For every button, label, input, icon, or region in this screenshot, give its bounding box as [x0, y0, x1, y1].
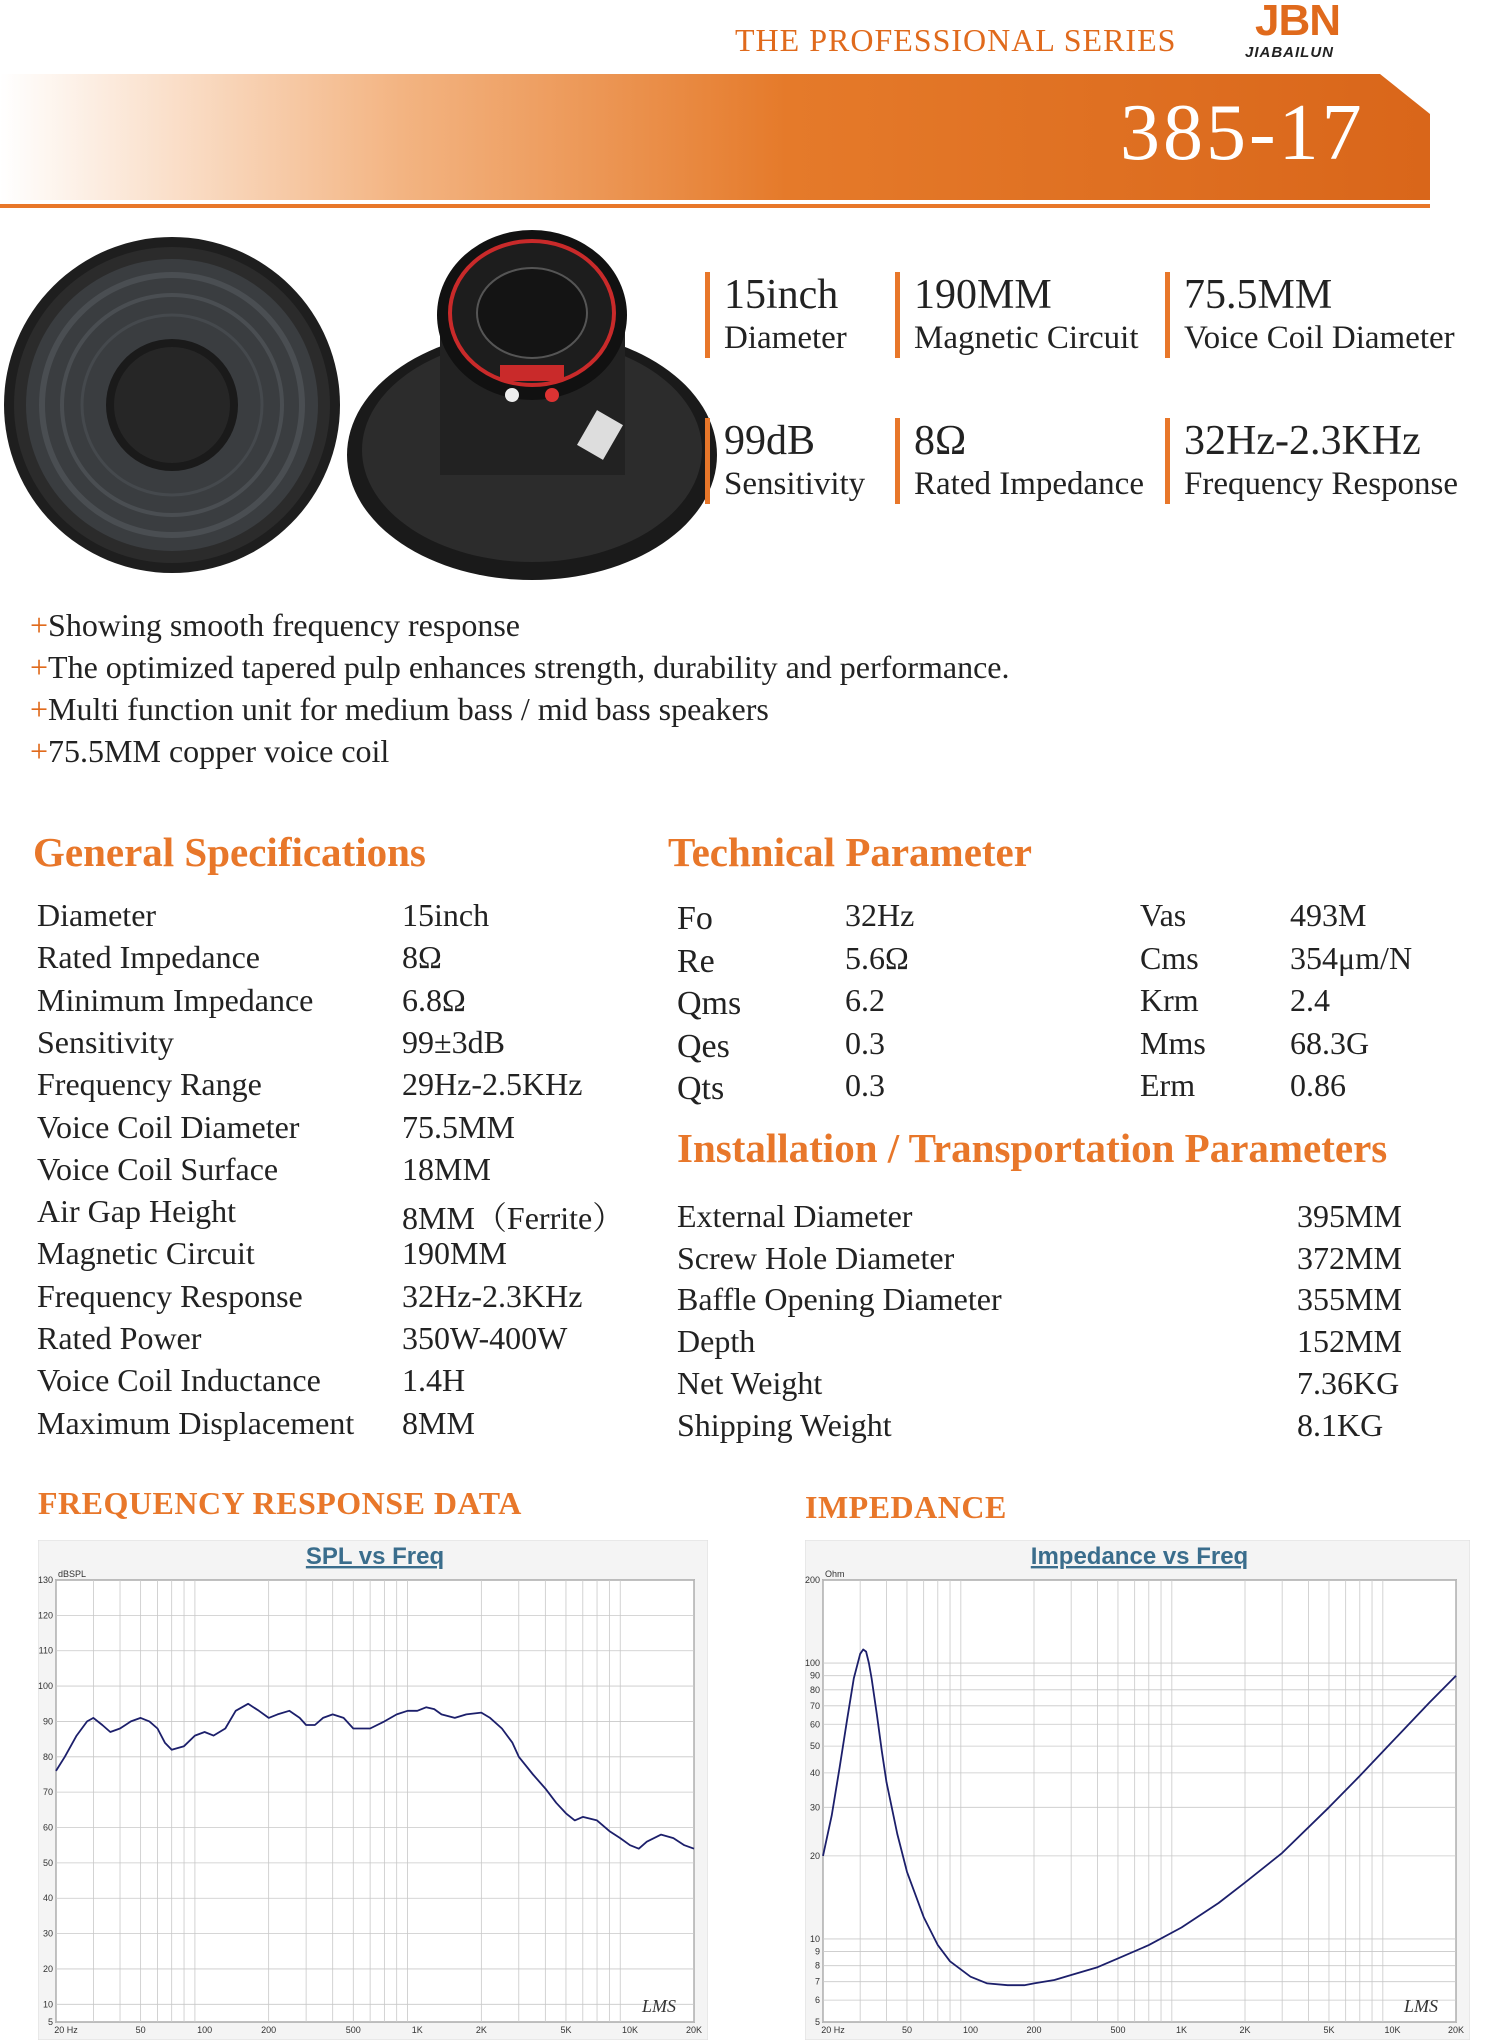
param-label: Erm [1140, 1067, 1196, 1103]
install-value: 7.36KG [1297, 1364, 1400, 1401]
x-tick-label: 50 [901, 2025, 912, 2035]
spec-label: Frequency Response [37, 1277, 303, 1314]
spec-label: Frequency Range [37, 1066, 262, 1103]
brand-mark: JBN [1255, 0, 1341, 45]
speaker-back-icon [347, 230, 717, 580]
y-tick-label: 120 [38, 1610, 53, 1621]
highlight-voice-coil: 75.5MM Voice Coil Diameter [1165, 272, 1455, 358]
spec-label: Minimum Impedance [37, 981, 314, 1018]
spec-value: 15inch [402, 897, 490, 933]
y-tick-label: 9 [814, 1946, 820, 1957]
impedance-chart [805, 1540, 1470, 2040]
y-tick-label: 50 [42, 1857, 53, 1868]
param-value: 68.3G [1290, 1024, 1370, 1061]
y-tick-label: 50 [809, 1741, 820, 1752]
param-value: 0.86 [1290, 1067, 1346, 1103]
spec-label: Diameter [37, 897, 157, 933]
install-value: 372MM [1297, 1239, 1402, 1276]
feature-item: +The optimized tapered pulp enhances strength, durability and performance. [30, 649, 1010, 685]
y-tick-label: 130 [38, 1575, 53, 1585]
spec-label: Rated Impedance [37, 939, 260, 976]
chart-title: SPL vs Freq [305, 1543, 445, 1570]
install-label: Shipping Weight [677, 1406, 892, 1443]
highlight-diameter: 15inch Diameter [705, 272, 847, 358]
param-label: Qms [677, 985, 742, 1022]
y-tick-label: 100 [805, 1658, 820, 1669]
x-tick-label: 100 [962, 2025, 978, 2035]
technical-title: Technical Parameter [668, 829, 1032, 875]
y-tick-label: 8 [814, 1960, 820, 1971]
feature-item: +Multi function unit for medium bass / mid bass speakers [30, 691, 769, 727]
y-tick-label: 100 [38, 1681, 53, 1692]
brand-logo [1245, 0, 1395, 62]
install-label: External Diameter [677, 1198, 913, 1234]
frequency-response-title: FREQUENCY RESPONSE DATA [38, 1485, 522, 1521]
y-tick-label: 70 [42, 1787, 53, 1798]
spec-value: 190MM [402, 1235, 507, 1272]
y-tick-label: 20 [42, 1963, 53, 1974]
x-tick-label: 1K [411, 2025, 423, 2035]
y-axis-label: Ohm [825, 1569, 845, 1579]
spec-label: Voice Coil Surface [37, 1150, 279, 1187]
highlight-frequency: 32Hz-2.3KHz Frequency Response [1165, 418, 1458, 504]
x-tick-label: 5K [560, 2025, 572, 2035]
x-tick-label: 20 Hz [54, 2025, 78, 2035]
param-value: 493M [1290, 897, 1367, 933]
y-axis-label: dBSPL [58, 1569, 87, 1579]
spec-value: 75.5MM [402, 1108, 515, 1145]
y-tick-label: 90 [42, 1716, 53, 1727]
lms-watermark: LMS [1403, 1996, 1438, 2016]
spec-value: 8MM [402, 1404, 475, 1441]
y-tick-label: 20 [809, 1850, 820, 1861]
y-tick-label: 6 [814, 1995, 820, 2006]
x-tick-label: 500 [345, 2025, 361, 2035]
plot-area [56, 1580, 694, 2022]
y-tick-label: 30 [42, 1928, 53, 1939]
y-tick-label: 5 [814, 2017, 820, 2027]
x-tick-label: 2K [475, 2025, 487, 2035]
install-value: 355MM [1297, 1281, 1402, 1318]
feature-item: +Showing smooth frequency response [30, 607, 520, 643]
install-label: Depth [677, 1323, 756, 1360]
y-tick-label: 5 [47, 2017, 53, 2027]
y-tick-label: 7 [814, 1976, 820, 1987]
highlight-sensitivity: 99dB Sensitivity [705, 418, 865, 504]
speaker-photos [0, 225, 720, 580]
spec-value: 29Hz-2.5KHz [402, 1066, 583, 1103]
y-tick-label: 80 [809, 1684, 820, 1695]
install-label: Net Weight [677, 1364, 823, 1401]
highlight-magnetic-circuit: 190MM Magnetic Circuit [895, 272, 1139, 358]
param-label: Qts [677, 1070, 725, 1107]
x-tick-label: 1K [1175, 2025, 1187, 2035]
install-label: Screw Hole Diameter [677, 1239, 955, 1276]
feature-item: +75.5MM copper voice coil [30, 733, 390, 769]
x-tick-label: 10K [621, 2025, 638, 2035]
series-title: THE PROFESSIONAL SERIES [735, 22, 1177, 58]
header-divider [0, 204, 1430, 208]
spec-value: 350W-400W [402, 1320, 568, 1356]
lms-watermark: LMS [641, 1996, 676, 2016]
speaker-front-icon [4, 237, 340, 573]
y-tick-label: 40 [42, 1893, 53, 1904]
x-tick-label: 2K [1239, 2025, 1251, 2035]
installation-title: Installation / Transportation Parameters [677, 1125, 1388, 1171]
param-value: 32Hz [845, 897, 915, 933]
param-value: 2.4 [1290, 982, 1330, 1018]
x-tick-label: 5K [1323, 2025, 1335, 2035]
spec-label: Rated Power [37, 1320, 202, 1356]
spec-label: Voice Coil Diameter [37, 1108, 300, 1145]
install-value: 152MM [1297, 1323, 1402, 1360]
param-value: 0.3 [845, 1067, 885, 1103]
param-label: Qes [677, 1027, 730, 1065]
highlight-impedance: 8Ω Rated Impedance [895, 418, 1144, 504]
x-tick-label: 20 Hz [821, 2025, 845, 2035]
y-tick-label: 40 [809, 1767, 820, 1778]
y-tick-label: 90 [809, 1670, 820, 1681]
y-tick-label: 30 [809, 1802, 820, 1813]
y-tick-label: 110 [38, 1645, 53, 1656]
spl-chart [38, 1540, 708, 2040]
impedance-title: IMPEDANCE [805, 1489, 1007, 1525]
param-label: Krm [1140, 982, 1199, 1018]
spec-label: Voice Coil Inductance [37, 1362, 321, 1399]
x-tick-label: 10K [1384, 2025, 1401, 2035]
param-label: Re [677, 942, 715, 980]
install-value: 8.1KG [1297, 1406, 1384, 1443]
param-value: 0.3 [845, 1024, 885, 1061]
y-tick-label: 60 [42, 1822, 53, 1833]
y-tick-label: 70 [809, 1700, 820, 1711]
y-tick-label: 10 [42, 1999, 53, 2010]
spec-label: Maximum Displacement [37, 1404, 355, 1441]
spec-value: 8MM（Ferrite） [402, 1200, 625, 1237]
y-tick-label: 200 [805, 1575, 820, 1585]
spec-label: Air Gap Height [37, 1193, 237, 1230]
x-tick-label: 500 [1110, 2025, 1126, 2035]
spec-value: 8Ω [402, 939, 442, 976]
install-label: Baffle Opening Diameter [677, 1281, 1002, 1318]
x-tick-label: 200 [261, 2025, 277, 2035]
x-tick-label: 200 [1026, 2025, 1042, 2035]
param-value: 6.2 [845, 982, 885, 1018]
y-tick-label: 10 [809, 1933, 820, 1944]
param-label: Cms [1140, 939, 1199, 976]
spec-value: 6.8Ω [402, 981, 466, 1018]
spec-value: 32Hz-2.3KHz [402, 1277, 583, 1314]
spec-label: Magnetic Circuit [37, 1235, 255, 1272]
x-tick-label: 100 [197, 2025, 213, 2035]
x-tick-label: 20K [1447, 2025, 1465, 2035]
y-tick-label: 80 [42, 1751, 53, 1762]
general-specs-title: General Specifications [33, 829, 426, 875]
param-value: 5.6Ω [845, 939, 909, 976]
chart-title: Impedance vs Freq [1030, 1543, 1249, 1570]
spec-value: 18MM [402, 1150, 491, 1187]
param-value: 354μm/N [1290, 939, 1413, 976]
spec-label: Sensitivity [37, 1023, 174, 1060]
x-tick-label: 20K [685, 2025, 703, 2035]
spec-value: 1.4H [402, 1362, 466, 1399]
param-label: Fo [677, 900, 713, 937]
param-label: Mms [1140, 1024, 1206, 1061]
model-number: 385-17 [1120, 89, 1365, 177]
plot-area [823, 1580, 1456, 2022]
install-value: 395MM [1297, 1198, 1402, 1234]
spec-value: 99±3dB [402, 1023, 505, 1060]
param-label: Vas [1140, 897, 1187, 933]
x-tick-label: 50 [135, 2025, 146, 2035]
brand-name: JIABAILUN [1245, 44, 1335, 61]
y-tick-label: 60 [809, 1719, 820, 1730]
